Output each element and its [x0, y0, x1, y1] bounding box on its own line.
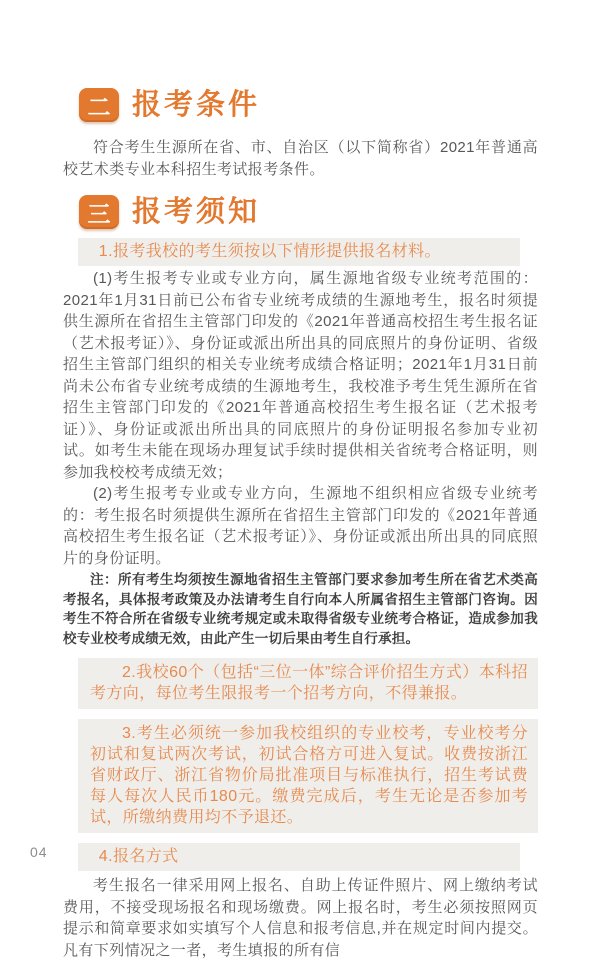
page-number: 04 [30, 844, 48, 860]
section-three-number-badge: 三 [79, 195, 119, 229]
section-three-title: 报考须知 [132, 195, 261, 228]
notice-item-1-paragraph-2: (2)考生报考专业或专业方向，生源地不组织相应省级专业统考的：考生报名时须提供生源所在省招生主管部门印发的《2021年普通高校招生考生报名证（艺术报考证）》、身份证或派出所出具的同底照片的身份证明。 [63, 485, 538, 567]
section-three-header [79, 193, 538, 231]
notice-item-3-highlight: 3.考生必须统一参加我校组织的专业校考，专业校考分初试和复试两次考试，初试合格方可进入复试。收费按浙江省财政厅、浙江省物价局批准项目与标准执行，招生考试费每人每次人民币180元。缴费完成后，考生无论是否参加考试，所缴纳费用均不予退还。 [78, 719, 538, 833]
notice-item-4-paragraph: 考生报名一律采用网上报名、自助上传证件照片、网上缴纳考试费用，不接受现场报名和现场缴费。网上报名时，考生必须按照网页提示和简章要求如实填写个人信息和报考信息,并在规定时间内提交。凡有下列情况之一者，考生填报的所有信 [63, 877, 538, 959]
notice-item-4-heading: 4.报名方式 [78, 843, 520, 871]
notice-item-1-heading: 1.报考我校的考生须按以下情形提供报名材料。 [78, 238, 520, 266]
section-registration-conditions [63, 86, 538, 180]
section-two-header [79, 86, 538, 124]
notice-item-1-note: 注：所有考生均须按生源地省招生主管部门要求参加考生所在省艺术类高考报名，具体报考政策及办法请考生自行向本人所属省招生主管部门咨询。因考生不符合所在省级专业统考规定或未取得省级专业统考合格证，造成参加我校专业校考成绩无效，由此产生一切后果由考生自行承担。 [63, 572, 538, 646]
notice-item-2-highlight: 2.我校60个（包括“三位一体”综合评价招生方式）本科招考方向，每位考生限报考一个招考方向，不得兼报。 [78, 658, 538, 709]
notice-item-1-paragraph-1: (1)考生报考专业或专业方向，属生源地省级专业统考范围的：2021年1月31日前已公布省专业统考成绩的生源地考生，报名时须提供生源所在省招生主管部门印发的《2021年普通高校招生考生报名证（艺术报考证）》、身份证或派出所出具的同底照片的身份证明、省级招生主管部门组织的相关专业统考成绩合格证明；2021年1月31日前尚未公布省专业统考成绩的生源地考生，我校准予考生凭生源所在省招生主管部门印发的《2021年普通高校招生考生报名证（艺术报考证）》、身份证或派出所出具的同底照片的身份证明报名参加专业初试。如考生未能在现场办理复试手续时提供相关省统考合格证明，则参加我校校考成绩无效； [63, 270, 538, 481]
section-registration-notice [63, 193, 538, 961]
conditions-paragraph: 符合考生生源所在省、市、自治区（以下简称省）2021年普通高校艺术类专业本科招生考试报考条件。 [63, 139, 538, 178]
section-two-number-badge: 二 [79, 88, 119, 122]
section-two-title: 报考条件 [132, 88, 261, 121]
